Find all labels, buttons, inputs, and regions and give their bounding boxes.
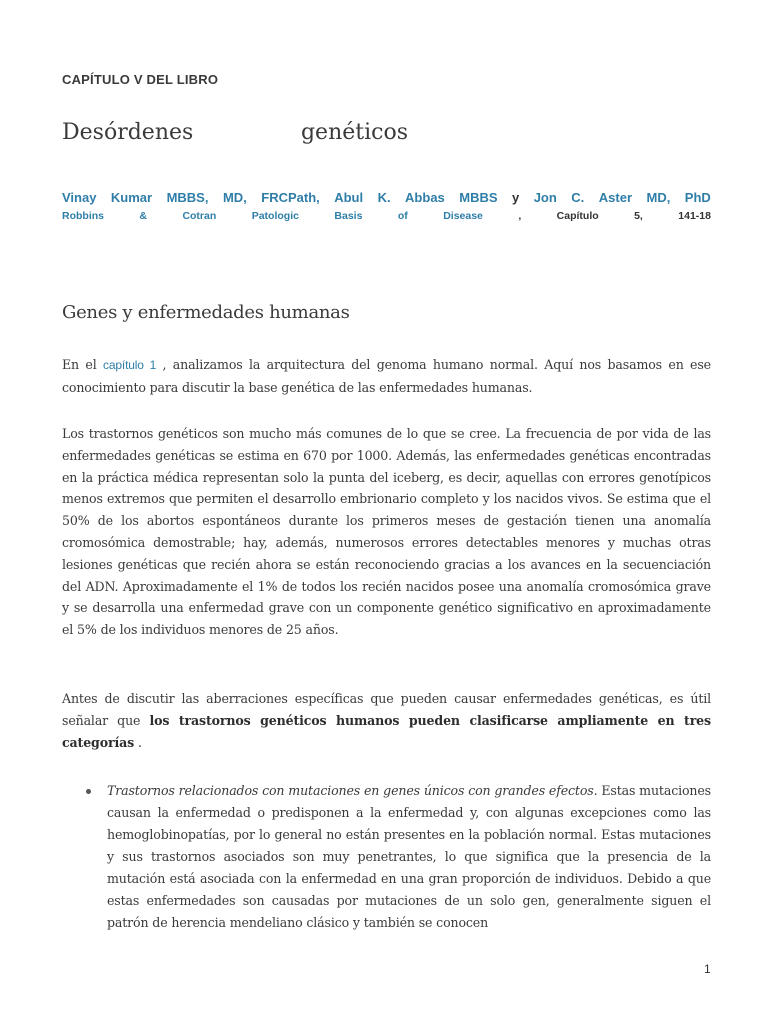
authors-line <box>62 189 711 207</box>
author-token[interactable]: MBBS <box>459 190 498 205</box>
citation-token[interactable]: Cotran <box>182 210 217 222</box>
chapter-1-link[interactable]: capítulo 1 <box>103 358 157 372</box>
citation-token[interactable]: Patologic <box>251 210 299 222</box>
author-token[interactable]: MD, <box>222 190 247 205</box>
author-token[interactable]: Aster <box>598 190 633 205</box>
citation-line <box>62 209 711 223</box>
citation-comma: , <box>518 210 522 222</box>
list-item-text: Estas mutaciones causan la enfermedad o predisponen a la enfermedad y, con algunas excepciones como las hemoglobinopatías, por lo general no están presentes en la población normal. Estas mutaciones y sus trastornos asociados son muy penetrantes, lo que significa que la presencia de la mutación está asociada con la enfermedad en una gran proporción de individuos. Debido a que estas enfermedades son causadas por mutaciones de un solo gen, generalmente siguen el patrón de herencia mendeliano clásico y también se conocen <box>107 783 711 930</box>
citation-token[interactable]: Disease <box>443 210 483 222</box>
paragraph-intro-after: , analizamos la arquitectura del genoma humano normal. Aquí nos basamos en ese conocimiento para discutir la base genética de las enfermedades humanas. <box>62 357 711 395</box>
list-item-title: Trastornos relacionados con mutaciones en genes únicos con grandes efectos. <box>107 783 598 798</box>
paragraph-categories-bold: los trastornos genéticos humanos pueden clasificarse ampliamente en tres categorías <box>62 712 711 750</box>
paragraph-categories-after: . <box>134 734 142 750</box>
citation-token[interactable]: Robbins <box>62 210 104 222</box>
chapter-label: CAPÍTULO V DEL LIBRO <box>62 72 219 87</box>
bullet-icon <box>86 789 91 794</box>
title-word-2: genéticos <box>300 120 408 145</box>
categories-list <box>62 780 711 934</box>
citation-token[interactable]: of <box>397 210 408 222</box>
author-conjunction: y <box>512 190 520 205</box>
author-token[interactable]: MBBS, <box>166 190 209 205</box>
citation-pages: 141-18 <box>678 210 711 222</box>
author-token[interactable]: Abul <box>334 190 364 205</box>
paragraph-intro-before: En el <box>62 357 103 372</box>
document-title <box>62 118 408 148</box>
author-token[interactable]: K. <box>377 190 391 205</box>
title-word-1: Desórdenes <box>62 120 194 145</box>
paragraph-intro <box>62 354 711 399</box>
paragraph-frequency: Los trastornos genéticos son mucho más comunes de lo que se cree. La frecuencia de por vida de las enfermedades genéticas se estima en 670 por 1000. Además, las enfermedades genéticas encontradas en la práctica médica representan solo la punta del iceberg, es decir, aquellas con errores genotípicos menos extremos que permiten el desarrollo embrionario completo y los nacidos vivos. Se estima que el 50% de los abortos espontáneos durante los primeros meses de gestación tienen una anomalía cromosómica demostrable; hay, además, numerosos errores detectables menores y muchas otras lesiones genéticas que recién ahora se están reconociendo gracias a los avances en la secuenciación del ADN. Aproximadamente el 1% de todos los recién nacidos posee una anomalía cromosómica grave y se desarrolla una enfermedad grave con un componente genético significativo en aproximadamente el 5% de los individuos menores de 25 años. <box>62 426 711 638</box>
citation-chapter: Capítulo <box>556 210 599 222</box>
citation-token[interactable]: & <box>139 210 148 222</box>
citation-token[interactable]: Basis <box>334 210 363 222</box>
author-token[interactable]: FRCPath, <box>261 190 320 205</box>
citation-chapter-number: 5, <box>634 210 643 222</box>
author-token[interactable]: Abbas <box>405 190 445 205</box>
author-token[interactable]: Jon <box>533 190 557 205</box>
author-token[interactable]: C. <box>571 190 585 205</box>
paragraph-categories <box>62 688 711 753</box>
section-heading: Genes y enfermedades humanas <box>62 302 350 323</box>
author-token[interactable]: Kumar <box>110 190 153 205</box>
page-number: 1 <box>704 962 711 976</box>
list-item <box>62 780 711 934</box>
author-token[interactable]: Vinay <box>62 190 97 205</box>
author-token[interactable]: PhD <box>684 190 711 205</box>
author-token[interactable]: MD, <box>646 190 671 205</box>
paragraph-categories-before: Antes de discutir las aberraciones específicas que pueden causar enfermedades genéticas, es útil señalar que <box>62 691 711 728</box>
